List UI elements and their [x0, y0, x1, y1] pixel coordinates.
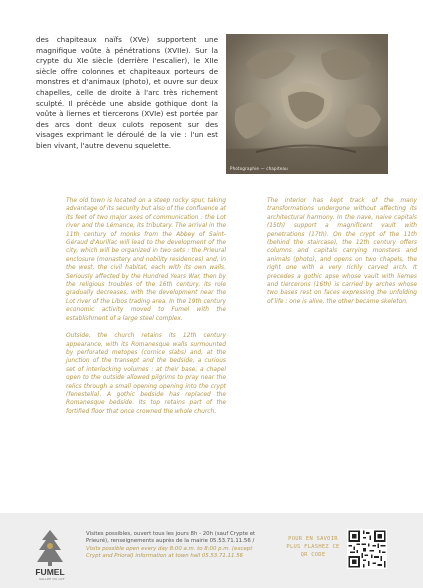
footer	[0, 513, 423, 588]
visit-info	[86, 531, 266, 560]
french-text: des chapiteaux naïfs (XVe) supportent une magnifique voûte à pénétrations (XVIIe). Sur la crypte du XIe siècle (derrière l'escalier), le XIIe siècle offre colonnes et chapiteaux porteurs de monstres et d'animaux (photo), et ouvre sur deux chapelles, celle de droite à l'arc très richement sculpté. Il précède une abside gothique dont la voûte à liernes et tiercerons (XVIe) est portée par des arcs dont deux culots reposent sur des visages exprimant le déroulé de la vie : l'un est bien vivant, l'autre devenu squelette.	[36, 35, 218, 150]
qr-code[interactable]	[347, 529, 387, 569]
english-paragraph: The old town is located on a steep rocky spur, taking advantage of its security but also of the confluence at its feet of two major axes of communication : the Lot river and the Lémance, its tributary. The arrival in the 11th century of monks from the Abbey of Saint-Géraud d'Aurillac will lead to the development of the city, which will be organized in two sets : the Prieural enclosure (monastery and nobility residences) and, in the west, the civil habitat, each with its own walls. Seriously affected by the Hundred Years War, then by the religious troubles of the 16th century, its role gradually decreases, with the development near the Lot river of the Libos trading area. In the 19th century economic activity moved to Fumel with the establishment of a large steel complex.	[66, 198, 226, 322]
photo-caption: Photographie — chapiteau	[230, 166, 288, 171]
fumel-logo	[28, 528, 72, 572]
english-left-column	[66, 197, 226, 425]
visit-info-en: Visits possible open every day 8:00 a.m. to 8:00 p.m. (except Crypt and Prioral) information at town hall 05.53.71.11.56	[86, 545, 253, 559]
english-paragraph: Outside, the church retains its 12th century appearance, with its Romanesque walls surmounted by perforated metopes (cornice slabs) and, at the junction of the transept and the bedside, a curious set of interlocking volumes : at their base, a chapel open to the outside allowed pilgrims to pray near the relics through a small opening opening into the crypt (fenestella). A gothic bedside has replaced the Romanesque bedside. Its top retains part of the fortified floor that once crowned the whole church.	[66, 333, 226, 415]
logo-tagline: VALLÉE DU LOT	[39, 577, 65, 581]
capital-sculpture-photo	[226, 34, 388, 174]
logo-name: FUMEL	[35, 567, 65, 577]
qr-call-to-action: POUR EN SAVOIR PLUS FLASHEZ CE QR CODE	[286, 536, 340, 558]
english-right-column: The interior has kept track of the many transformations undergone without affecting its architectural harmony. In the nave, naive capitals (15th) support a magnificent vault with penetrations (17th). On the crypt of the 11th (behind the staircase), the 12th century offers columns and capitals carrying monsters and animals (photo), and opens on two chapels, the right one with a very richly carved arch. It precedes a gothic apse whose vault with liernes and tiercerons (16th) is carried by arches whose two bases rest on faces expressing the unfolding of life : one is alive, the other became skeleton.	[267, 198, 417, 305]
visit-info-fr: Visites possibles, ouvert tous les jours 8h - 20h (sauf Crypte et Prieuré), renseignements auprès de la mairie 05.53.71.11.56 /	[86, 531, 256, 545]
